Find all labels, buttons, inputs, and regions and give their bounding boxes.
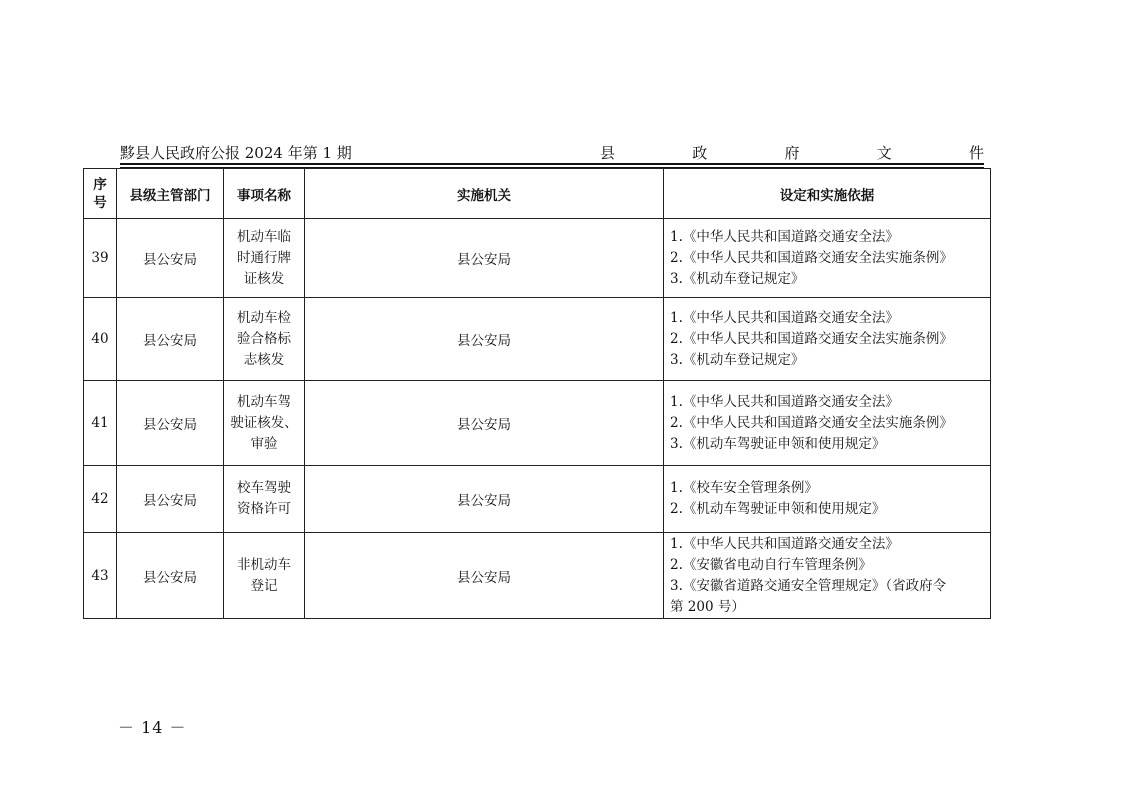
items-table — [83, 168, 991, 619]
item-line: 时通行牌 — [237, 249, 291, 266]
item-line: 校车驾驶 — [237, 480, 291, 496]
cell-item — [224, 466, 305, 533]
category-char: 件 — [968, 144, 984, 162]
header-seq — [84, 169, 117, 219]
category-char: 县 — [600, 144, 616, 162]
page-header — [120, 140, 984, 164]
basis-line: 1.《中华人民共和国道路交通安全法》 — [670, 535, 899, 552]
item-line: 资格许可 — [237, 501, 291, 517]
header-seq-line: 序 — [93, 176, 107, 193]
item-line: 登记 — [250, 577, 278, 594]
header-dept: 县级主管部门 — [117, 169, 224, 219]
cell-agency: 县公安局 — [305, 381, 664, 466]
cell-dept: 县公安局 — [117, 298, 224, 381]
basis-line: 3.《安徽省道路交通安全管理规定》（省政府令 — [670, 577, 947, 594]
basis-line: 2.《中华人民共和国道路交通安全法实施条例》 — [670, 414, 953, 431]
basis-line: 1.《中华人民共和国道路交通安全法》 — [670, 393, 899, 410]
header-basis: 设定和实施依据 — [664, 169, 991, 219]
cell-seq: 39 — [84, 219, 117, 298]
table-row — [84, 219, 991, 298]
basis-line: 第 200 号） — [670, 598, 745, 615]
cell-basis — [664, 219, 991, 298]
basis-line: 2.《中华人民共和国道路交通安全法实施条例》 — [670, 330, 953, 347]
item-line: 志核发 — [243, 351, 285, 368]
header-item: 事项名称 — [224, 169, 305, 219]
basis-line: 2.《安徽省电动自行车管理条例》 — [670, 556, 872, 573]
document-category — [600, 142, 984, 163]
item-line: 机动车临 — [237, 228, 291, 245]
cell-item — [224, 219, 305, 298]
category-char: 政 — [692, 144, 708, 162]
cell-item — [224, 381, 305, 466]
cell-agency: 县公安局 — [305, 533, 664, 619]
cell-dept: 县公安局 — [117, 533, 224, 619]
page-number: － 14 － — [118, 718, 187, 737]
cell-agency: 县公安局 — [305, 466, 664, 533]
item-line: 非机动车 — [237, 556, 291, 573]
table-header-row — [84, 169, 991, 219]
cell-seq: 41 — [84, 381, 117, 466]
header-rule-thick — [120, 163, 984, 165]
basis-line: 2.《中华人民共和国道路交通安全法实施条例》 — [670, 249, 953, 266]
table-row — [84, 298, 991, 381]
cell-basis — [664, 466, 991, 533]
item-line: 机动车驾 — [237, 393, 291, 410]
cell-dept: 县公安局 — [117, 219, 224, 298]
cell-seq: 43 — [84, 533, 117, 619]
cell-seq: 42 — [84, 466, 117, 533]
basis-line: 3.《机动车登记规定》 — [670, 270, 805, 287]
table-row — [84, 466, 991, 533]
category-char: 文 — [876, 144, 892, 162]
basis-line: 3.《机动车登记规定》 — [670, 351, 805, 368]
basis-line: 3.《机动车驾驶证申领和使用规定》 — [670, 435, 886, 452]
basis-line: 1.《校车安全管理条例》 — [670, 480, 818, 496]
cell-basis — [664, 298, 991, 381]
cell-item — [224, 298, 305, 381]
cell-dept: 县公安局 — [117, 381, 224, 466]
item-line: 机动车检 — [237, 309, 291, 326]
cell-agency: 县公安局 — [305, 219, 664, 298]
header-agency: 实施机关 — [305, 169, 664, 219]
basis-line: 2.《机动车驾驶证申领和使用规定》 — [670, 501, 886, 517]
cell-basis — [664, 533, 991, 619]
basis-line: 1.《中华人民共和国道路交通安全法》 — [670, 228, 899, 245]
cell-basis — [664, 381, 991, 466]
basis-line: 1.《中华人民共和国道路交通安全法》 — [670, 309, 899, 326]
cell-seq: 40 — [84, 298, 117, 381]
cell-dept: 县公安局 — [117, 466, 224, 533]
gazette-title: 黟县人民政府公报 2024 年第 1 期 — [120, 144, 352, 162]
item-line: 驶证核发、 — [230, 414, 298, 431]
item-line: 审验 — [250, 435, 278, 452]
item-line: 证核发 — [243, 270, 285, 287]
table-row — [84, 381, 991, 466]
table-row — [84, 533, 991, 619]
cell-agency: 县公安局 — [305, 298, 664, 381]
header-seq-line: 号 — [93, 194, 107, 211]
category-char: 府 — [784, 144, 800, 162]
item-line: 验合格标 — [237, 330, 291, 347]
cell-item — [224, 533, 305, 619]
